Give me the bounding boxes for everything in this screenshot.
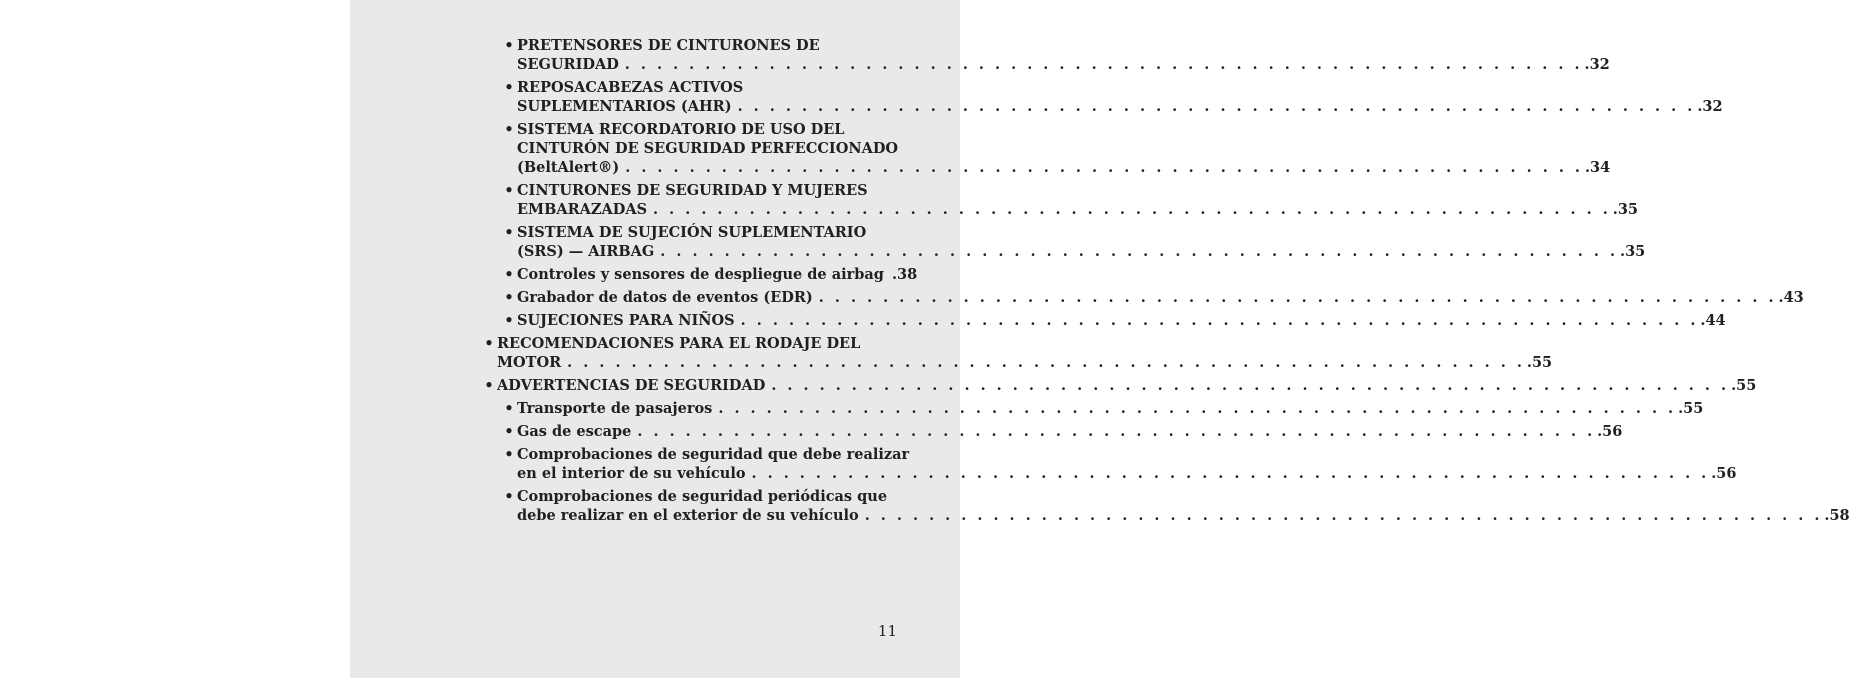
toc-entry-title-line: SISTEMA DE SUJECIÓN SUPLEMENTARIO	[517, 224, 867, 241]
toc-entry-title-line: Transporte de pasajeros	[517, 400, 713, 417]
toc-entry-page: .32	[1697, 98, 1723, 115]
toc-entry-title-line: Grabador de datos de eventos (EDR)	[517, 289, 813, 306]
dot-leader: . . . . . . . . . . . . . . . . . . . . . . . . . . . . . . . . . . . . . . . . . . . . . . . . . . . . . . . . . . . .	[864, 507, 1823, 524]
dot-leader: . . . . . . . . . . . . . . . . . . . . . . . . . . . . . . . . . . . . . . . . . . . . . . . . . . . . . . . . . . . .	[567, 354, 1525, 371]
dot-leader: . . . . . . . . . . . . . . . . . . . . . . . . . . . . . . . . . . . . . . . . . . . . . . . . . . . . . . . . . . . .	[718, 400, 1677, 417]
toc-entry-last-line	[517, 97, 1723, 116]
toc-entry-last-line	[517, 265, 918, 284]
toc-entry-last-line	[497, 353, 1553, 372]
table-of-contents	[476, 36, 1850, 529]
toc-entry[interactable]	[476, 399, 1704, 418]
toc-entry-title-line: debe realizar en el exterior de su vehículo	[517, 507, 859, 524]
toc-entry-page: .55	[1526, 354, 1553, 371]
toc-entry-last-line	[517, 242, 1646, 261]
toc-entry[interactable]	[476, 181, 1639, 219]
dot-leader: . . . . . . . . . . . . . . . . . . . . . . . . . . . . . . . . . . . . . . . . . . . . . . . . . . . . . . . . . . . .	[771, 377, 1730, 394]
toc-entry-title-line: RECOMENDACIONES PARA EL RODAJE DEL	[497, 335, 861, 352]
bullet-icon: •	[504, 446, 514, 463]
bullet-icon: •	[484, 377, 494, 394]
toc-entry-last-line	[517, 422, 1623, 441]
bullet-icon: •	[504, 79, 514, 96]
toc-entry-last-line	[517, 55, 1610, 74]
blank-left-page	[0, 0, 350, 678]
bullet-icon: •	[504, 266, 514, 283]
toc-entry-page: .55	[1678, 400, 1704, 417]
toc-entry[interactable]	[476, 223, 1646, 261]
toc-entry-last-line	[517, 158, 1611, 177]
dot-leader: . . . . . . . . . . . . . . . . . . . . . . . . . . . . . . . . . . . . . . . . . . . . . . . . . . . . . . . . . . . .	[740, 312, 1699, 329]
toc-entry-page: .44	[1700, 312, 1726, 329]
toc-entry[interactable]	[476, 334, 1553, 372]
toc-entry-title-line: CINTURONES DE SEGURIDAD Y MUJERES	[517, 182, 868, 199]
toc-entry-page: .56	[1597, 423, 1623, 440]
toc-entry-title-line: ADVERTENCIAS DE SEGURIDAD	[497, 377, 766, 394]
toc-entry-title-line: SUPLEMENTARIOS (AHR)	[517, 98, 732, 115]
toc-entry-title-line: Controles y sensores de despliegue de airbag	[517, 266, 884, 283]
toc-entry[interactable]	[476, 36, 1610, 74]
toc-entry-last-line	[497, 376, 1757, 395]
toc-entry-title-line: CINTURÓN DE SEGURIDAD PERFECCIONADO	[517, 140, 899, 157]
toc-entry-last-line	[517, 506, 1850, 525]
toc-entry-title-line: REPOSACABEZAS ACTIVOS	[517, 79, 744, 96]
toc-entry-page: .35	[1620, 243, 1646, 260]
dot-leader: . . . . . . . . . . . . . . . . . . . . . . . . . . . . . . . . . . . . . . . . . . . . . . . . . . . . . . . . . . . .	[660, 243, 1619, 260]
toc-entry-last-line	[517, 399, 1704, 418]
toc-entry-title-line: Comprobaciones de seguridad que debe realizar	[517, 446, 910, 463]
toc-entry[interactable]	[476, 311, 1726, 330]
toc-entry-page: .32	[1584, 56, 1610, 73]
toc-entry-page: .38	[891, 266, 918, 283]
toc-entry-last-line	[517, 288, 1804, 307]
toc-entry-title-line: PRETENSORES DE CINTURONES DE	[517, 37, 820, 54]
toc-entry-last-line	[517, 200, 1639, 219]
bullet-icon: •	[504, 423, 514, 440]
toc-entry-title-line: Comprobaciones de seguridad periódicas que	[517, 488, 888, 505]
toc-entry-last-line	[517, 311, 1726, 330]
toc-entry[interactable]	[476, 376, 1757, 395]
bullet-icon: •	[504, 37, 514, 54]
toc-entry-title-line: en el interior de su vehículo	[517, 465, 746, 482]
bullet-icon: •	[504, 224, 514, 241]
toc-entry-title-line: (BeltAlert®)	[517, 159, 620, 176]
dot-leader: . . . . . . . . . . . . . . . . . . . . . . . . . . . . . . . . . . . . . . . . . . . . . . . . . . . . . . . . . . . .	[624, 56, 1583, 73]
dot-leader: . . . . . . . . . . . . . . . . . . . . . . . . . . . . . . . . . . . . . . . . . . . . . . . . . . . . . . . . . . . .	[818, 289, 1777, 306]
dot-leader: . . . . . . . . . . . . . . . . . . . . . . . . . . . . . . . . . . . . . . . . . . . . . . . . . . . . . . . . . . . .	[637, 423, 1596, 440]
dot-leader: . . . . . . . . . . . . . . . . . . . . . . . . . . . . . . . . . . . . . . . . . . . . . . . . . . . . . . . . . . . .	[653, 201, 1611, 218]
toc-entry-page: .43	[1778, 289, 1804, 306]
toc-entry-title-line: SEGURIDAD	[517, 56, 619, 73]
document-page	[350, 0, 1850, 678]
toc-entry[interactable]	[476, 78, 1723, 116]
bullet-icon: •	[504, 289, 514, 306]
toc-entry-title-line: Gas de escape	[517, 423, 632, 440]
bullet-icon: •	[504, 400, 514, 417]
dot-leader: . . . . . . . . . . . . . . . . . . . . . . . . . . . . . . . . . . . . . . . . . . . . . . . . . . . . . . . . . . . .	[751, 465, 1710, 482]
toc-entry-last-line	[517, 464, 1737, 483]
toc-entry-page: .35	[1612, 201, 1639, 218]
toc-entry[interactable]	[476, 422, 1623, 441]
toc-entry[interactable]	[476, 445, 1737, 483]
toc-entry-title-line: (SRS) — AIRBAG	[517, 243, 655, 260]
bullet-icon: •	[504, 312, 514, 329]
toc-entry[interactable]	[476, 487, 1850, 525]
toc-entry-page: .34	[1584, 159, 1611, 176]
toc-entry-title-line: SUJECIONES PARA NIÑOS	[517, 312, 735, 329]
dot-leader: . . . . . . . . . . . . . . . . . . . . . . . . . . . . . . . . . . . . . . . . . . . . . . . . . . . . . . . . . . . .	[625, 159, 1583, 176]
toc-entry[interactable]	[476, 265, 918, 284]
dot-leader: . . . . . . . . . . . . . . . . . . . . . . . . . . . . . . . . . . . . . . . . . . . . . . . . . . . . . . . . . . . .	[737, 98, 1696, 115]
toc-entry-page: .55	[1731, 377, 1757, 394]
toc-entry[interactable]	[476, 288, 1804, 307]
toc-entry[interactable]	[476, 120, 1611, 177]
toc-entry-page: .56	[1711, 465, 1737, 482]
toc-entry-title-line: SISTEMA RECORDATORIO DE USO DEL	[517, 121, 845, 138]
bullet-icon: •	[504, 182, 514, 199]
bullet-icon: •	[484, 335, 494, 352]
bullet-icon: •	[504, 488, 514, 505]
page-number: 11	[877, 622, 897, 640]
toc-entry-title-line: MOTOR	[497, 354, 562, 371]
toc-entry-title-line: EMBARAZADAS	[517, 201, 648, 218]
bullet-icon: •	[504, 121, 514, 138]
toc-entry-page: .58	[1824, 507, 1850, 524]
